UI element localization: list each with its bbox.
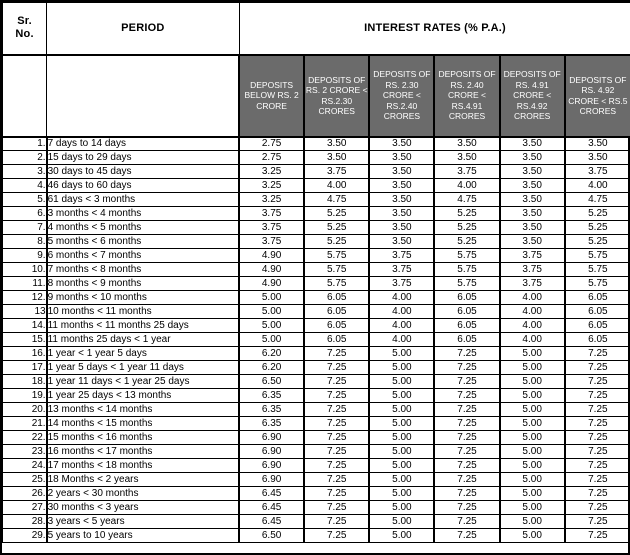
cell-rate-col-0: 6.45 bbox=[239, 487, 304, 501]
cell-rate-col-3: 5.75 bbox=[434, 249, 499, 263]
cell-rate-col-5: 7.25 bbox=[565, 473, 630, 487]
cell-rate-col-5: 7.25 bbox=[565, 375, 630, 389]
cell-rate-col-1: 7.25 bbox=[304, 431, 369, 445]
cell-period: 1 year 5 days < 1 year 11 days bbox=[47, 361, 239, 375]
cell-rate-col-3: 3.50 bbox=[434, 151, 499, 165]
cell-rate-col-0: 6.35 bbox=[239, 389, 304, 403]
table-row bbox=[3, 501, 630, 515]
cell-rate-col-4: 5.00 bbox=[500, 515, 565, 529]
cell-rate-col-5: 3.75 bbox=[565, 165, 630, 179]
cell-rate-col-3: 5.25 bbox=[434, 235, 499, 249]
cell-rate-col-4: 4.00 bbox=[500, 291, 565, 305]
cell-rate-col-1: 7.25 bbox=[304, 389, 369, 403]
header-sub-blank-period bbox=[47, 55, 239, 137]
table-row bbox=[3, 417, 630, 431]
cell-sr-no: 15. bbox=[3, 333, 47, 347]
cell-period: 16 months < 17 months bbox=[47, 445, 239, 459]
cell-rate-col-2: 5.00 bbox=[369, 347, 434, 361]
table-row bbox=[3, 207, 630, 221]
cell-rate-col-5: 7.25 bbox=[565, 403, 630, 417]
cell-rate-col-3: 7.25 bbox=[434, 389, 499, 403]
cell-rate-col-0: 4.90 bbox=[239, 249, 304, 263]
cell-rate-col-1: 5.75 bbox=[304, 263, 369, 277]
cell-rate-col-0: 3.25 bbox=[239, 165, 304, 179]
cell-rate-col-1: 7.25 bbox=[304, 361, 369, 375]
cell-sr-no: 18. bbox=[3, 375, 47, 389]
cell-period: 7 months < 8 months bbox=[47, 263, 239, 277]
cell-rate-col-5: 6.05 bbox=[565, 291, 630, 305]
cell-rate-col-3: 7.25 bbox=[434, 487, 499, 501]
cell-rate-col-3: 6.05 bbox=[434, 333, 499, 347]
cell-sr-no: 28. bbox=[3, 515, 47, 529]
cell-sr-no: 24. bbox=[3, 459, 47, 473]
cell-period: 61 days < 3 months bbox=[47, 193, 239, 207]
cell-rate-col-3: 5.75 bbox=[434, 263, 499, 277]
cell-rate-col-0: 5.00 bbox=[239, 319, 304, 333]
cell-rate-col-3: 7.25 bbox=[434, 515, 499, 529]
cell-sr-no: 23. bbox=[3, 445, 47, 459]
cell-rate-col-1: 5.75 bbox=[304, 277, 369, 291]
cell-rate-col-2: 3.50 bbox=[369, 151, 434, 165]
cell-rate-col-4: 5.00 bbox=[500, 487, 565, 501]
cell-rate-col-0: 6.35 bbox=[239, 403, 304, 417]
header-row-top bbox=[3, 3, 630, 55]
cell-rate-col-2: 3.75 bbox=[369, 277, 434, 291]
table-row bbox=[3, 235, 630, 249]
cell-rate-col-3: 3.50 bbox=[434, 137, 499, 151]
cell-sr-no: 12. bbox=[3, 291, 47, 305]
table-row bbox=[3, 277, 630, 291]
cell-rate-col-1: 5.25 bbox=[304, 235, 369, 249]
cell-rate-col-4: 4.00 bbox=[500, 319, 565, 333]
header-rate-col-3: DEPOSITS OF RS. 2.40 CRORE < RS.4.91 CRORES bbox=[434, 55, 499, 137]
cell-rate-col-1: 5.75 bbox=[304, 249, 369, 263]
table-row bbox=[3, 459, 630, 473]
cell-rate-col-3: 5.75 bbox=[434, 277, 499, 291]
cell-rate-col-5: 5.75 bbox=[565, 277, 630, 291]
cell-rate-col-3: 5.25 bbox=[434, 221, 499, 235]
table-row bbox=[3, 473, 630, 487]
cell-sr-no: 29. bbox=[3, 529, 47, 543]
cell-rate-col-4: 3.50 bbox=[500, 207, 565, 221]
cell-rate-col-3: 3.75 bbox=[434, 165, 499, 179]
cell-sr-no: 11. bbox=[3, 277, 47, 291]
cell-rate-col-1: 7.25 bbox=[304, 445, 369, 459]
table-row bbox=[3, 151, 630, 165]
cell-rate-col-3: 7.25 bbox=[434, 431, 499, 445]
cell-rate-col-4: 5.00 bbox=[500, 473, 565, 487]
cell-sr-no: 13 bbox=[3, 305, 47, 319]
cell-period: 5 years to 10 years bbox=[47, 529, 239, 543]
table-row bbox=[3, 431, 630, 445]
cell-rate-col-4: 5.00 bbox=[500, 529, 565, 543]
cell-period: 17 months < 18 months bbox=[47, 459, 239, 473]
table-row bbox=[3, 361, 630, 375]
cell-rate-col-3: 6.05 bbox=[434, 291, 499, 305]
cell-rate-col-1: 7.25 bbox=[304, 501, 369, 515]
cell-rate-col-2: 5.00 bbox=[369, 375, 434, 389]
cell-rate-col-1: 4.75 bbox=[304, 193, 369, 207]
cell-rate-col-0: 6.20 bbox=[239, 347, 304, 361]
cell-rate-col-4: 3.50 bbox=[500, 179, 565, 193]
cell-rate-col-1: 6.05 bbox=[304, 305, 369, 319]
cell-rate-col-3: 7.25 bbox=[434, 347, 499, 361]
cell-period: 5 months < 6 months bbox=[47, 235, 239, 249]
cell-rate-col-1: 7.25 bbox=[304, 487, 369, 501]
cell-sr-no: 4. bbox=[3, 179, 47, 193]
cell-rate-col-1: 7.25 bbox=[304, 347, 369, 361]
cell-rate-col-5: 6.05 bbox=[565, 333, 630, 347]
cell-rate-col-4: 5.00 bbox=[500, 389, 565, 403]
cell-rate-col-5: 4.00 bbox=[565, 179, 630, 193]
cell-rate-col-2: 5.00 bbox=[369, 487, 434, 501]
cell-rate-col-3: 5.25 bbox=[434, 207, 499, 221]
cell-rate-col-2: 5.00 bbox=[369, 473, 434, 487]
cell-sr-no: 3. bbox=[3, 165, 47, 179]
cell-rate-col-5: 7.25 bbox=[565, 445, 630, 459]
cell-rate-col-5: 7.25 bbox=[565, 529, 630, 543]
cell-rate-col-4: 5.00 bbox=[500, 347, 565, 361]
cell-rate-col-4: 5.00 bbox=[500, 501, 565, 515]
cell-rate-col-1: 7.25 bbox=[304, 417, 369, 431]
cell-rate-col-0: 3.25 bbox=[239, 179, 304, 193]
cell-period: 30 days to 45 days bbox=[47, 165, 239, 179]
table-body bbox=[3, 137, 630, 543]
cell-rate-col-2: 5.00 bbox=[369, 417, 434, 431]
cell-sr-no: 5. bbox=[3, 193, 47, 207]
cell-rate-col-1: 6.05 bbox=[304, 333, 369, 347]
cell-rate-col-5: 6.05 bbox=[565, 319, 630, 333]
cell-rate-col-0: 6.20 bbox=[239, 361, 304, 375]
table-row bbox=[3, 375, 630, 389]
cell-period: 13 months < 14 months bbox=[47, 403, 239, 417]
cell-sr-no: 17. bbox=[3, 361, 47, 375]
cell-rate-col-3: 7.25 bbox=[434, 417, 499, 431]
cell-rate-col-1: 7.25 bbox=[304, 529, 369, 543]
cell-rate-col-3: 6.05 bbox=[434, 319, 499, 333]
cell-sr-no: 14. bbox=[3, 319, 47, 333]
cell-rate-col-4: 3.50 bbox=[500, 193, 565, 207]
cell-rate-col-0: 2.75 bbox=[239, 151, 304, 165]
cell-rate-col-2: 5.00 bbox=[369, 515, 434, 529]
table-row bbox=[3, 221, 630, 235]
cell-rate-col-2: 3.75 bbox=[369, 263, 434, 277]
cell-sr-no: 21. bbox=[3, 417, 47, 431]
cell-rate-col-3: 7.25 bbox=[434, 501, 499, 515]
cell-rate-col-3: 7.25 bbox=[434, 459, 499, 473]
table-row bbox=[3, 291, 630, 305]
table-row bbox=[3, 487, 630, 501]
cell-rate-col-3: 7.25 bbox=[434, 361, 499, 375]
cell-rate-col-1: 4.00 bbox=[304, 179, 369, 193]
cell-rate-col-0: 6.90 bbox=[239, 473, 304, 487]
cell-rate-col-4: 5.00 bbox=[500, 431, 565, 445]
header-interest-rates: INTEREST RATES (% P.A.) bbox=[239, 3, 630, 55]
cell-rate-col-4: 3.50 bbox=[500, 165, 565, 179]
cell-rate-col-2: 5.00 bbox=[369, 459, 434, 473]
cell-period: 3 years < 5 years bbox=[47, 515, 239, 529]
cell-rate-col-2: 4.00 bbox=[369, 319, 434, 333]
cell-period: 15 months < 16 months bbox=[47, 431, 239, 445]
header-sr-no-line1: Sr. bbox=[17, 15, 32, 28]
cell-period: 1 year 25 days < 13 months bbox=[47, 389, 239, 403]
header-sub-blank-sr bbox=[3, 55, 47, 137]
cell-rate-col-4: 5.00 bbox=[500, 459, 565, 473]
cell-rate-col-2: 5.00 bbox=[369, 501, 434, 515]
cell-period: 6 months < 7 months bbox=[47, 249, 239, 263]
cell-rate-col-1: 7.25 bbox=[304, 403, 369, 417]
cell-period: 3 months < 4 months bbox=[47, 207, 239, 221]
cell-rate-col-3: 7.25 bbox=[434, 529, 499, 543]
cell-rate-col-2: 5.00 bbox=[369, 361, 434, 375]
table-row bbox=[3, 263, 630, 277]
table-row bbox=[3, 333, 630, 347]
table-row bbox=[3, 179, 630, 193]
cell-rate-col-0: 6.90 bbox=[239, 431, 304, 445]
cell-rate-col-2: 5.00 bbox=[369, 431, 434, 445]
cell-period: 11 months 25 days < 1 year bbox=[47, 333, 239, 347]
cell-rate-col-3: 7.25 bbox=[434, 403, 499, 417]
cell-rate-col-5: 4.75 bbox=[565, 193, 630, 207]
cell-rate-col-0: 2.75 bbox=[239, 137, 304, 151]
table-row bbox=[3, 165, 630, 179]
header-rate-col-2: DEPOSITS OF RS. 2.30 CRORE < RS.2.40 CRORES bbox=[369, 55, 434, 137]
cell-rate-col-5: 7.25 bbox=[565, 431, 630, 445]
cell-sr-no: 27. bbox=[3, 501, 47, 515]
cell-period: 4 months < 5 months bbox=[47, 221, 239, 235]
cell-rate-col-5: 6.05 bbox=[565, 305, 630, 319]
cell-rate-col-5: 5.25 bbox=[565, 207, 630, 221]
cell-sr-no: 6. bbox=[3, 207, 47, 221]
cell-rate-col-0: 6.45 bbox=[239, 501, 304, 515]
cell-rate-col-5: 7.25 bbox=[565, 501, 630, 515]
cell-rate-col-1: 5.25 bbox=[304, 207, 369, 221]
cell-rate-col-5: 5.25 bbox=[565, 235, 630, 249]
cell-rate-col-5: 3.50 bbox=[565, 137, 630, 151]
cell-sr-no: 26. bbox=[3, 487, 47, 501]
cell-rate-col-3: 4.75 bbox=[434, 193, 499, 207]
cell-sr-no: 1. bbox=[3, 137, 47, 151]
cell-rate-col-4: 4.00 bbox=[500, 333, 565, 347]
cell-period: 7 days to 14 days bbox=[47, 137, 239, 151]
cell-rate-col-0: 3.75 bbox=[239, 235, 304, 249]
cell-period: 10 months < 11 months bbox=[47, 305, 239, 319]
cell-rate-col-0: 6.50 bbox=[239, 529, 304, 543]
header-rate-col-0: DEPOSITS BELOW RS. 2 CRORE bbox=[239, 55, 304, 137]
cell-rate-col-0: 6.90 bbox=[239, 459, 304, 473]
cell-rate-col-2: 5.00 bbox=[369, 403, 434, 417]
cell-rate-col-1: 7.25 bbox=[304, 515, 369, 529]
table-row bbox=[3, 347, 630, 361]
cell-rate-col-4: 3.75 bbox=[500, 277, 565, 291]
cell-rate-col-3: 6.05 bbox=[434, 305, 499, 319]
cell-period: 11 months < 11 months 25 days bbox=[47, 319, 239, 333]
cell-rate-col-4: 3.50 bbox=[500, 137, 565, 151]
cell-rate-col-3: 7.25 bbox=[434, 473, 499, 487]
cell-sr-no: 10. bbox=[3, 263, 47, 277]
cell-rate-col-4: 5.00 bbox=[500, 417, 565, 431]
table-row bbox=[3, 389, 630, 403]
cell-rate-col-5: 5.25 bbox=[565, 221, 630, 235]
table-row bbox=[3, 403, 630, 417]
cell-rate-col-0: 6.45 bbox=[239, 515, 304, 529]
cell-rate-col-5: 5.75 bbox=[565, 249, 630, 263]
cell-rate-col-0: 4.90 bbox=[239, 263, 304, 277]
cell-rate-col-0: 6.90 bbox=[239, 445, 304, 459]
table-row bbox=[3, 249, 630, 263]
table-row bbox=[3, 137, 630, 151]
table-row bbox=[3, 445, 630, 459]
cell-rate-col-1: 3.50 bbox=[304, 151, 369, 165]
cell-period: 2 years < 30 months bbox=[47, 487, 239, 501]
header-rate-col-1: DEPOSITS OF RS. 2 CRORE < RS.2.30 CRORES bbox=[304, 55, 369, 137]
cell-rate-col-5: 7.25 bbox=[565, 389, 630, 403]
cell-period: 9 months < 10 months bbox=[47, 291, 239, 305]
cell-rate-col-2: 3.50 bbox=[369, 137, 434, 151]
table-row bbox=[3, 515, 630, 529]
cell-rate-col-4: 5.00 bbox=[500, 361, 565, 375]
header-row-sub bbox=[3, 55, 630, 137]
table-row bbox=[3, 193, 630, 207]
cell-sr-no: 16. bbox=[3, 347, 47, 361]
cell-rate-col-2: 3.50 bbox=[369, 235, 434, 249]
cell-sr-no: 8. bbox=[3, 235, 47, 249]
cell-rate-col-2: 4.00 bbox=[369, 333, 434, 347]
table-row bbox=[3, 319, 630, 333]
cell-period: 30 months < 3 years bbox=[47, 501, 239, 515]
cell-rate-col-4: 4.00 bbox=[500, 305, 565, 319]
cell-rate-col-4: 3.75 bbox=[500, 249, 565, 263]
cell-rate-col-4: 3.50 bbox=[500, 151, 565, 165]
cell-rate-col-5: 7.25 bbox=[565, 487, 630, 501]
cell-rate-col-2: 5.00 bbox=[369, 389, 434, 403]
cell-rate-col-3: 7.25 bbox=[434, 445, 499, 459]
cell-rate-col-4: 3.50 bbox=[500, 221, 565, 235]
cell-rate-col-1: 3.75 bbox=[304, 165, 369, 179]
cell-sr-no: 19. bbox=[3, 389, 47, 403]
cell-rate-col-0: 3.25 bbox=[239, 193, 304, 207]
header-period: PERIOD bbox=[47, 3, 239, 55]
cell-rate-col-1: 7.25 bbox=[304, 473, 369, 487]
cell-rate-col-2: 5.00 bbox=[369, 445, 434, 459]
cell-sr-no: 7. bbox=[3, 221, 47, 235]
cell-rate-col-0: 5.00 bbox=[239, 305, 304, 319]
cell-rate-col-2: 4.00 bbox=[369, 291, 434, 305]
cell-rate-col-5: 7.25 bbox=[565, 515, 630, 529]
cell-sr-no: 25. bbox=[3, 473, 47, 487]
cell-rate-col-4: 3.75 bbox=[500, 263, 565, 277]
cell-sr-no: 2. bbox=[3, 151, 47, 165]
cell-sr-no: 9. bbox=[3, 249, 47, 263]
cell-rate-col-4: 5.00 bbox=[500, 445, 565, 459]
header-rate-col-5: DEPOSITS OF RS. 4.92 CRORE < RS.5 CRORES bbox=[565, 55, 630, 137]
cell-rate-col-2: 3.75 bbox=[369, 249, 434, 263]
cell-period: 15 days to 29 days bbox=[47, 151, 239, 165]
cell-period: 1 year < 1 year 5 days bbox=[47, 347, 239, 361]
cell-rate-col-1: 6.05 bbox=[304, 319, 369, 333]
cell-sr-no: 20. bbox=[3, 403, 47, 417]
cell-rate-col-5: 7.25 bbox=[565, 417, 630, 431]
cell-rate-col-0: 6.50 bbox=[239, 375, 304, 389]
cell-rate-col-2: 4.00 bbox=[369, 305, 434, 319]
cell-rate-col-5: 7.25 bbox=[565, 347, 630, 361]
cell-rate-col-2: 3.50 bbox=[369, 221, 434, 235]
cell-rate-col-3: 7.25 bbox=[434, 375, 499, 389]
cell-rate-col-2: 3.50 bbox=[369, 179, 434, 193]
table-row bbox=[3, 305, 630, 319]
header-sr-no-line2: No. bbox=[15, 28, 34, 41]
table-row bbox=[3, 529, 630, 543]
cell-rate-col-2: 3.50 bbox=[369, 165, 434, 179]
table-header bbox=[3, 3, 630, 137]
cell-rate-col-1: 6.05 bbox=[304, 291, 369, 305]
cell-rate-col-5: 3.50 bbox=[565, 151, 630, 165]
cell-period: 8 months < 9 months bbox=[47, 277, 239, 291]
header-sr-no bbox=[3, 3, 47, 55]
cell-rate-col-0: 4.90 bbox=[239, 277, 304, 291]
cell-period: 46 days to 60 days bbox=[47, 179, 239, 193]
cell-period: 18 Months < 2 years bbox=[47, 473, 239, 487]
cell-rate-col-0: 5.00 bbox=[239, 291, 304, 305]
cell-rate-col-2: 3.50 bbox=[369, 193, 434, 207]
cell-sr-no: 22. bbox=[3, 431, 47, 445]
cell-rate-col-5: 7.25 bbox=[565, 361, 630, 375]
cell-rate-col-5: 7.25 bbox=[565, 459, 630, 473]
cell-rate-col-4: 5.00 bbox=[500, 403, 565, 417]
cell-rate-col-1: 7.25 bbox=[304, 459, 369, 473]
cell-rate-col-3: 4.00 bbox=[434, 179, 499, 193]
cell-rate-col-5: 5.75 bbox=[565, 263, 630, 277]
cell-period: 1 year 11 days < 1 year 25 days bbox=[47, 375, 239, 389]
cell-rate-col-1: 3.50 bbox=[304, 137, 369, 151]
cell-rate-col-1: 5.25 bbox=[304, 221, 369, 235]
cell-period: 14 months < 15 months bbox=[47, 417, 239, 431]
cell-rate-col-4: 5.00 bbox=[500, 375, 565, 389]
cell-rate-col-4: 3.50 bbox=[500, 235, 565, 249]
cell-rate-col-1: 7.25 bbox=[304, 375, 369, 389]
interest-rate-table bbox=[2, 2, 630, 543]
cell-rate-col-2: 3.50 bbox=[369, 207, 434, 221]
cell-rate-col-0: 3.75 bbox=[239, 207, 304, 221]
cell-rate-col-0: 6.35 bbox=[239, 417, 304, 431]
header-rate-col-4: DEPOSITS OF RS. 4.91 CRORE < RS.4.92 CRORES bbox=[500, 55, 565, 137]
cell-rate-col-0: 5.00 bbox=[239, 333, 304, 347]
cell-rate-col-2: 5.00 bbox=[369, 529, 434, 543]
cell-rate-col-0: 3.75 bbox=[239, 221, 304, 235]
